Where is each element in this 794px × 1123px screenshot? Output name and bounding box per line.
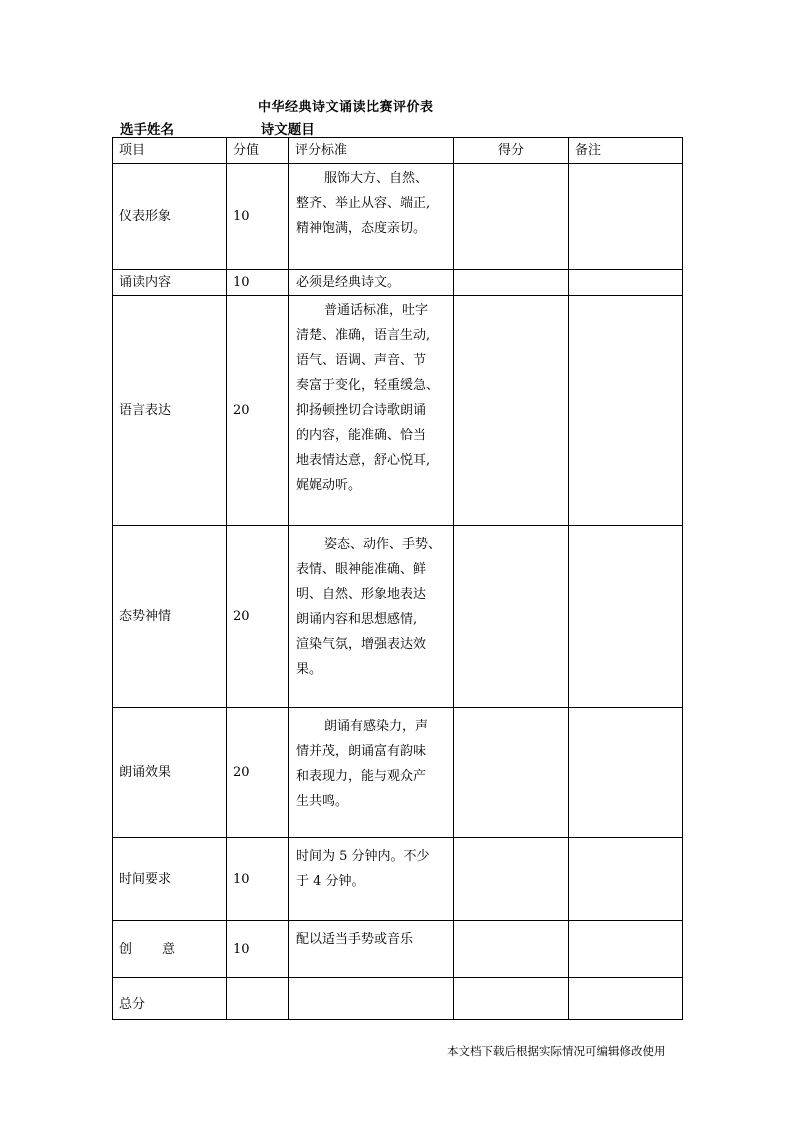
criteria-line: 抑扬顿挫切合诗歌朗诵 <box>296 403 427 418</box>
criteria-text <box>289 526 454 708</box>
score-cell[interactable] <box>454 164 569 270</box>
criteria-line: 服饰大方、自然、 <box>324 171 429 186</box>
item-name: 仪表形象 <box>113 164 227 270</box>
criteria-line: 整齐、举止从容、端正, <box>296 196 431 211</box>
table-row <box>113 978 683 1020</box>
table-row <box>113 296 683 526</box>
item-points: 20 <box>227 708 289 838</box>
item-points: 10 <box>227 838 289 921</box>
item-name: 创意 <box>113 921 227 978</box>
criteria-line: 于 4 分钟。 <box>296 874 365 889</box>
remarks-cell[interactable] <box>569 164 683 270</box>
total-points-cell[interactable] <box>227 978 289 1020</box>
table-header-row <box>113 138 683 164</box>
criteria-line: 明、自然、形象地表达 <box>296 587 427 602</box>
item-points: 10 <box>227 270 289 296</box>
remarks-cell[interactable] <box>569 296 683 526</box>
item-name: 时间要求 <box>113 838 227 921</box>
criteria-line: 地表情达意，舒心悦耳, <box>296 453 431 468</box>
criteria-text <box>289 296 454 526</box>
table-row <box>113 708 683 838</box>
item-name: 诵读内容 <box>113 270 227 296</box>
criteria-text <box>289 921 454 978</box>
contestant-name-label: 选手姓名 <box>120 122 174 138</box>
score-cell[interactable] <box>454 270 569 296</box>
criteria-line: 语气、语调、声音、节 <box>296 353 427 368</box>
criteria-line: 清楚、准确，语言生动, <box>296 328 431 343</box>
header-score: 得分 <box>454 138 569 164</box>
total-criteria-cell <box>289 978 454 1020</box>
criteria-line: 时间为 5 分钟内。不少 <box>296 849 430 864</box>
criteria-line: 生共鸣。 <box>296 794 349 809</box>
criteria-line: 表情、眼神能准确、鲜 <box>296 562 427 577</box>
evaluation-table <box>112 137 683 1020</box>
criteria-text <box>289 838 454 921</box>
score-cell[interactable] <box>454 708 569 838</box>
remarks-cell[interactable] <box>569 270 683 296</box>
criteria-line: 朗诵有感染力，声 <box>324 719 429 734</box>
table-row <box>113 270 683 296</box>
item-name: 朗诵效果 <box>113 708 227 838</box>
criteria-line: 普通话标准，吐字 <box>324 303 429 318</box>
criteria-line: 必须是经典诗文。 <box>296 275 401 290</box>
table-row <box>113 164 683 270</box>
header-criteria: 评分标准 <box>289 138 454 164</box>
criteria-text <box>289 270 454 296</box>
criteria-line: 渲染气氛，增强表达效 <box>296 637 427 652</box>
criteria-line: 朗诵内容和思想感情, <box>296 612 418 627</box>
criteria-line: 配以适当手势或音乐 <box>296 932 414 947</box>
criteria-line: 娓娓动听。 <box>296 478 362 493</box>
poem-title-field[interactable] <box>315 123 455 138</box>
score-cell[interactable] <box>454 838 569 921</box>
item-points: 10 <box>227 164 289 270</box>
criteria-line: 果。 <box>296 662 323 677</box>
item-name: 总分 <box>113 978 227 1020</box>
contestant-info-line <box>120 118 455 138</box>
header-remarks: 备注 <box>569 138 683 164</box>
criteria-line: 姿态、动作、手势、 <box>324 537 442 552</box>
header-item: 项目 <box>113 138 227 164</box>
footer-note: 本文档下载后根据实际情况可编辑修改使用 <box>447 1044 666 1058</box>
remarks-cell[interactable] <box>569 708 683 838</box>
criteria-line: 奏富于变化，轻重缓急、 <box>296 378 440 393</box>
score-cell[interactable] <box>454 526 569 708</box>
page-title: 中华经典诗文诵读比赛评价表 <box>258 100 434 115</box>
criteria-text <box>289 164 454 270</box>
remarks-cell[interactable] <box>569 921 683 978</box>
item-points: 20 <box>227 296 289 526</box>
total-remarks-cell[interactable] <box>569 978 683 1020</box>
table-row <box>113 921 683 978</box>
item-points: 20 <box>227 526 289 708</box>
criteria-line: 和表现力，能与观众产 <box>296 769 427 784</box>
remarks-cell[interactable] <box>569 526 683 708</box>
table-row <box>113 838 683 921</box>
header-points: 分值 <box>227 138 289 164</box>
remarks-cell[interactable] <box>569 838 683 921</box>
poem-title-label: 诗文题目 <box>260 122 315 138</box>
score-cell[interactable] <box>454 296 569 526</box>
score-cell[interactable] <box>454 921 569 978</box>
criteria-line: 的内容，能准确、恰当 <box>296 428 427 443</box>
item-name: 态势神情 <box>113 526 227 708</box>
item-points: 10 <box>227 921 289 978</box>
item-name: 语言表达 <box>113 296 227 526</box>
table-row <box>113 526 683 708</box>
total-score-cell[interactable] <box>454 978 569 1020</box>
contestant-name-field[interactable] <box>174 123 248 138</box>
criteria-text <box>289 708 454 838</box>
criteria-line: 精神饱满，态度亲切。 <box>296 221 427 236</box>
criteria-line: 情并茂，朗诵富有韵味 <box>296 744 427 759</box>
